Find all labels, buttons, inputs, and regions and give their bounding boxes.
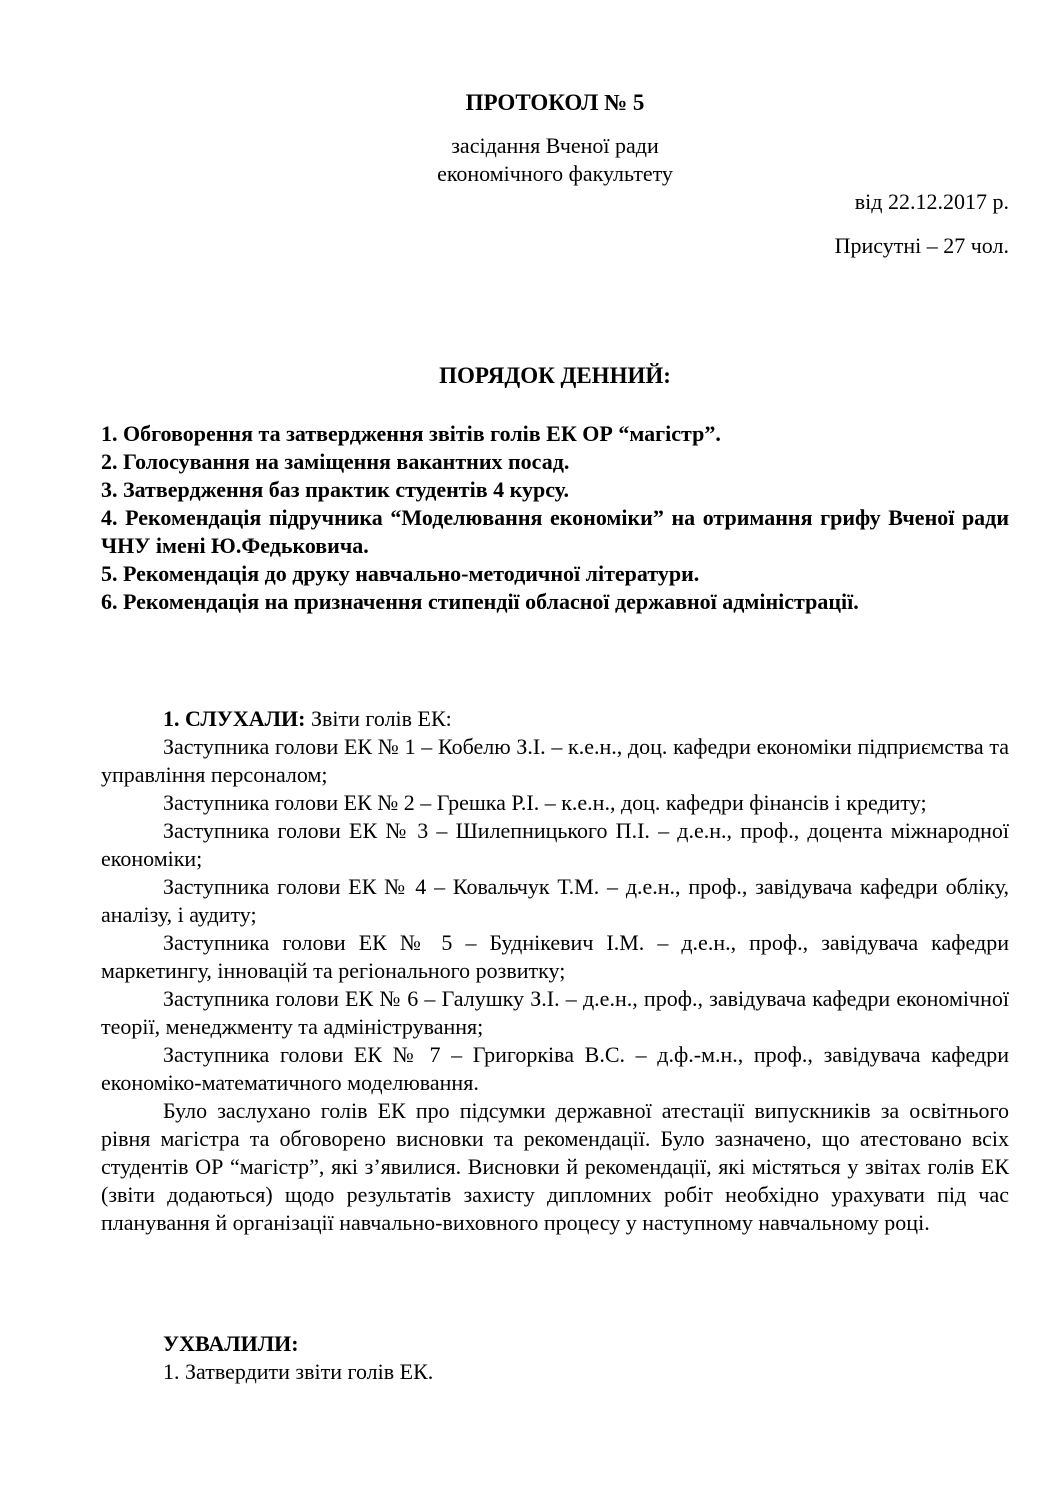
protocol-title: ПРОТОКОЛ № 5 (465, 90, 645, 115)
agenda-item: 1. Обговорення та затвердження звітів голів ЕК ОР “магістр”. (101, 421, 721, 446)
report-item: Заступника голови ЕК № 7 – Григорківа В.С. – д.ф.-м.н., проф., завідувача кафедри економіко-математичного моделювання. (101, 1042, 1009, 1095)
report-item: Заступника голови ЕК № 4 – Ковальчук Т.М. – д.е.н., проф., завідувача кафедри обліку, аналізу, і аудиту; (101, 874, 1009, 927)
protocol-date: від 22.12.2017 р. (854, 189, 1009, 214)
protocol-subtitle-line1: засідання Вченої ради (451, 133, 659, 158)
heard-section (101, 705, 1009, 1237)
agenda-item: 6. Рекомендація на призначення стипендії обласної державної адміністрації. (101, 589, 859, 614)
agenda-item: 2. Голосування на заміщення вакантних посад. (101, 449, 570, 474)
attendance-count: Присутні – 27 чол. (834, 233, 1009, 258)
heard-label: 1. СЛУХАЛИ: (163, 706, 306, 731)
agenda-item: 5. Рекомендація до друку навчально-методичної літератури. (101, 561, 700, 586)
report-item: Заступника голови ЕК № 3 – Шилепницького П.І. – д.е.н., проф., доцента міжнародної економіки; (101, 818, 1009, 871)
agenda-item: 4. Рекомендація підручника “Моделювання економіки” на отримання грифу Вченої ради ЧНУ імені Ю.Федьковича. (101, 505, 1009, 558)
heard-intro: Звіти голів ЕК: (305, 706, 452, 731)
agenda-list (101, 420, 1009, 616)
heard-heading (101, 705, 1009, 733)
decided-section (101, 1330, 1009, 1386)
protocol-subtitle-line2: економічного факультету (437, 161, 673, 186)
agenda-title: ПОРЯДОК ДЕННИЙ: (439, 363, 671, 388)
report-item: Заступника голови ЕК № 1 – Кобелю З.І. – к.е.н., доц. кафедри економіки підприємства та управління персоналом; (101, 734, 1009, 787)
heard-summary: Було заслухано голів ЕК про підсумки державної атестації випускників за освітнього рівня магістра та обговорено висновки та рекомендації. Було зазначено, що атестовано всіх студентів ОР “магістр”, які з’явилися. Висновки й рекомендації, які містяться у звітах голів ЕК (звіти додаються) щодо результатів захисту дипломних робіт необхідно урахувати під час планування й організації навчально-виховного процесу у наступному навчальному році. (101, 1098, 1009, 1235)
report-item: Заступника голови ЕК № 2 – Грешка Р.І. – к.е.н., доц. кафедри фінансів і кредиту; (163, 790, 927, 815)
decided-label: УХВАЛИЛИ: (163, 1331, 299, 1356)
agenda-item: 3. Затвердження баз практик студентів 4 курсу. (101, 477, 569, 502)
decided-item: 1. Затвердити звіти голів ЕК. (163, 1359, 434, 1384)
report-item: Заступника голови ЕК № 5 – Буднікевич І.М. – д.е.н., проф., завідувача кафедри маркетингу, інновацій та регіонального розвитку; (101, 930, 1009, 983)
report-item: Заступника голови ЕК № 6 – Галушку З.І. – д.е.н., проф., завідувача кафедри економічної теорії, менеджменту та адміністрування; (101, 986, 1009, 1039)
